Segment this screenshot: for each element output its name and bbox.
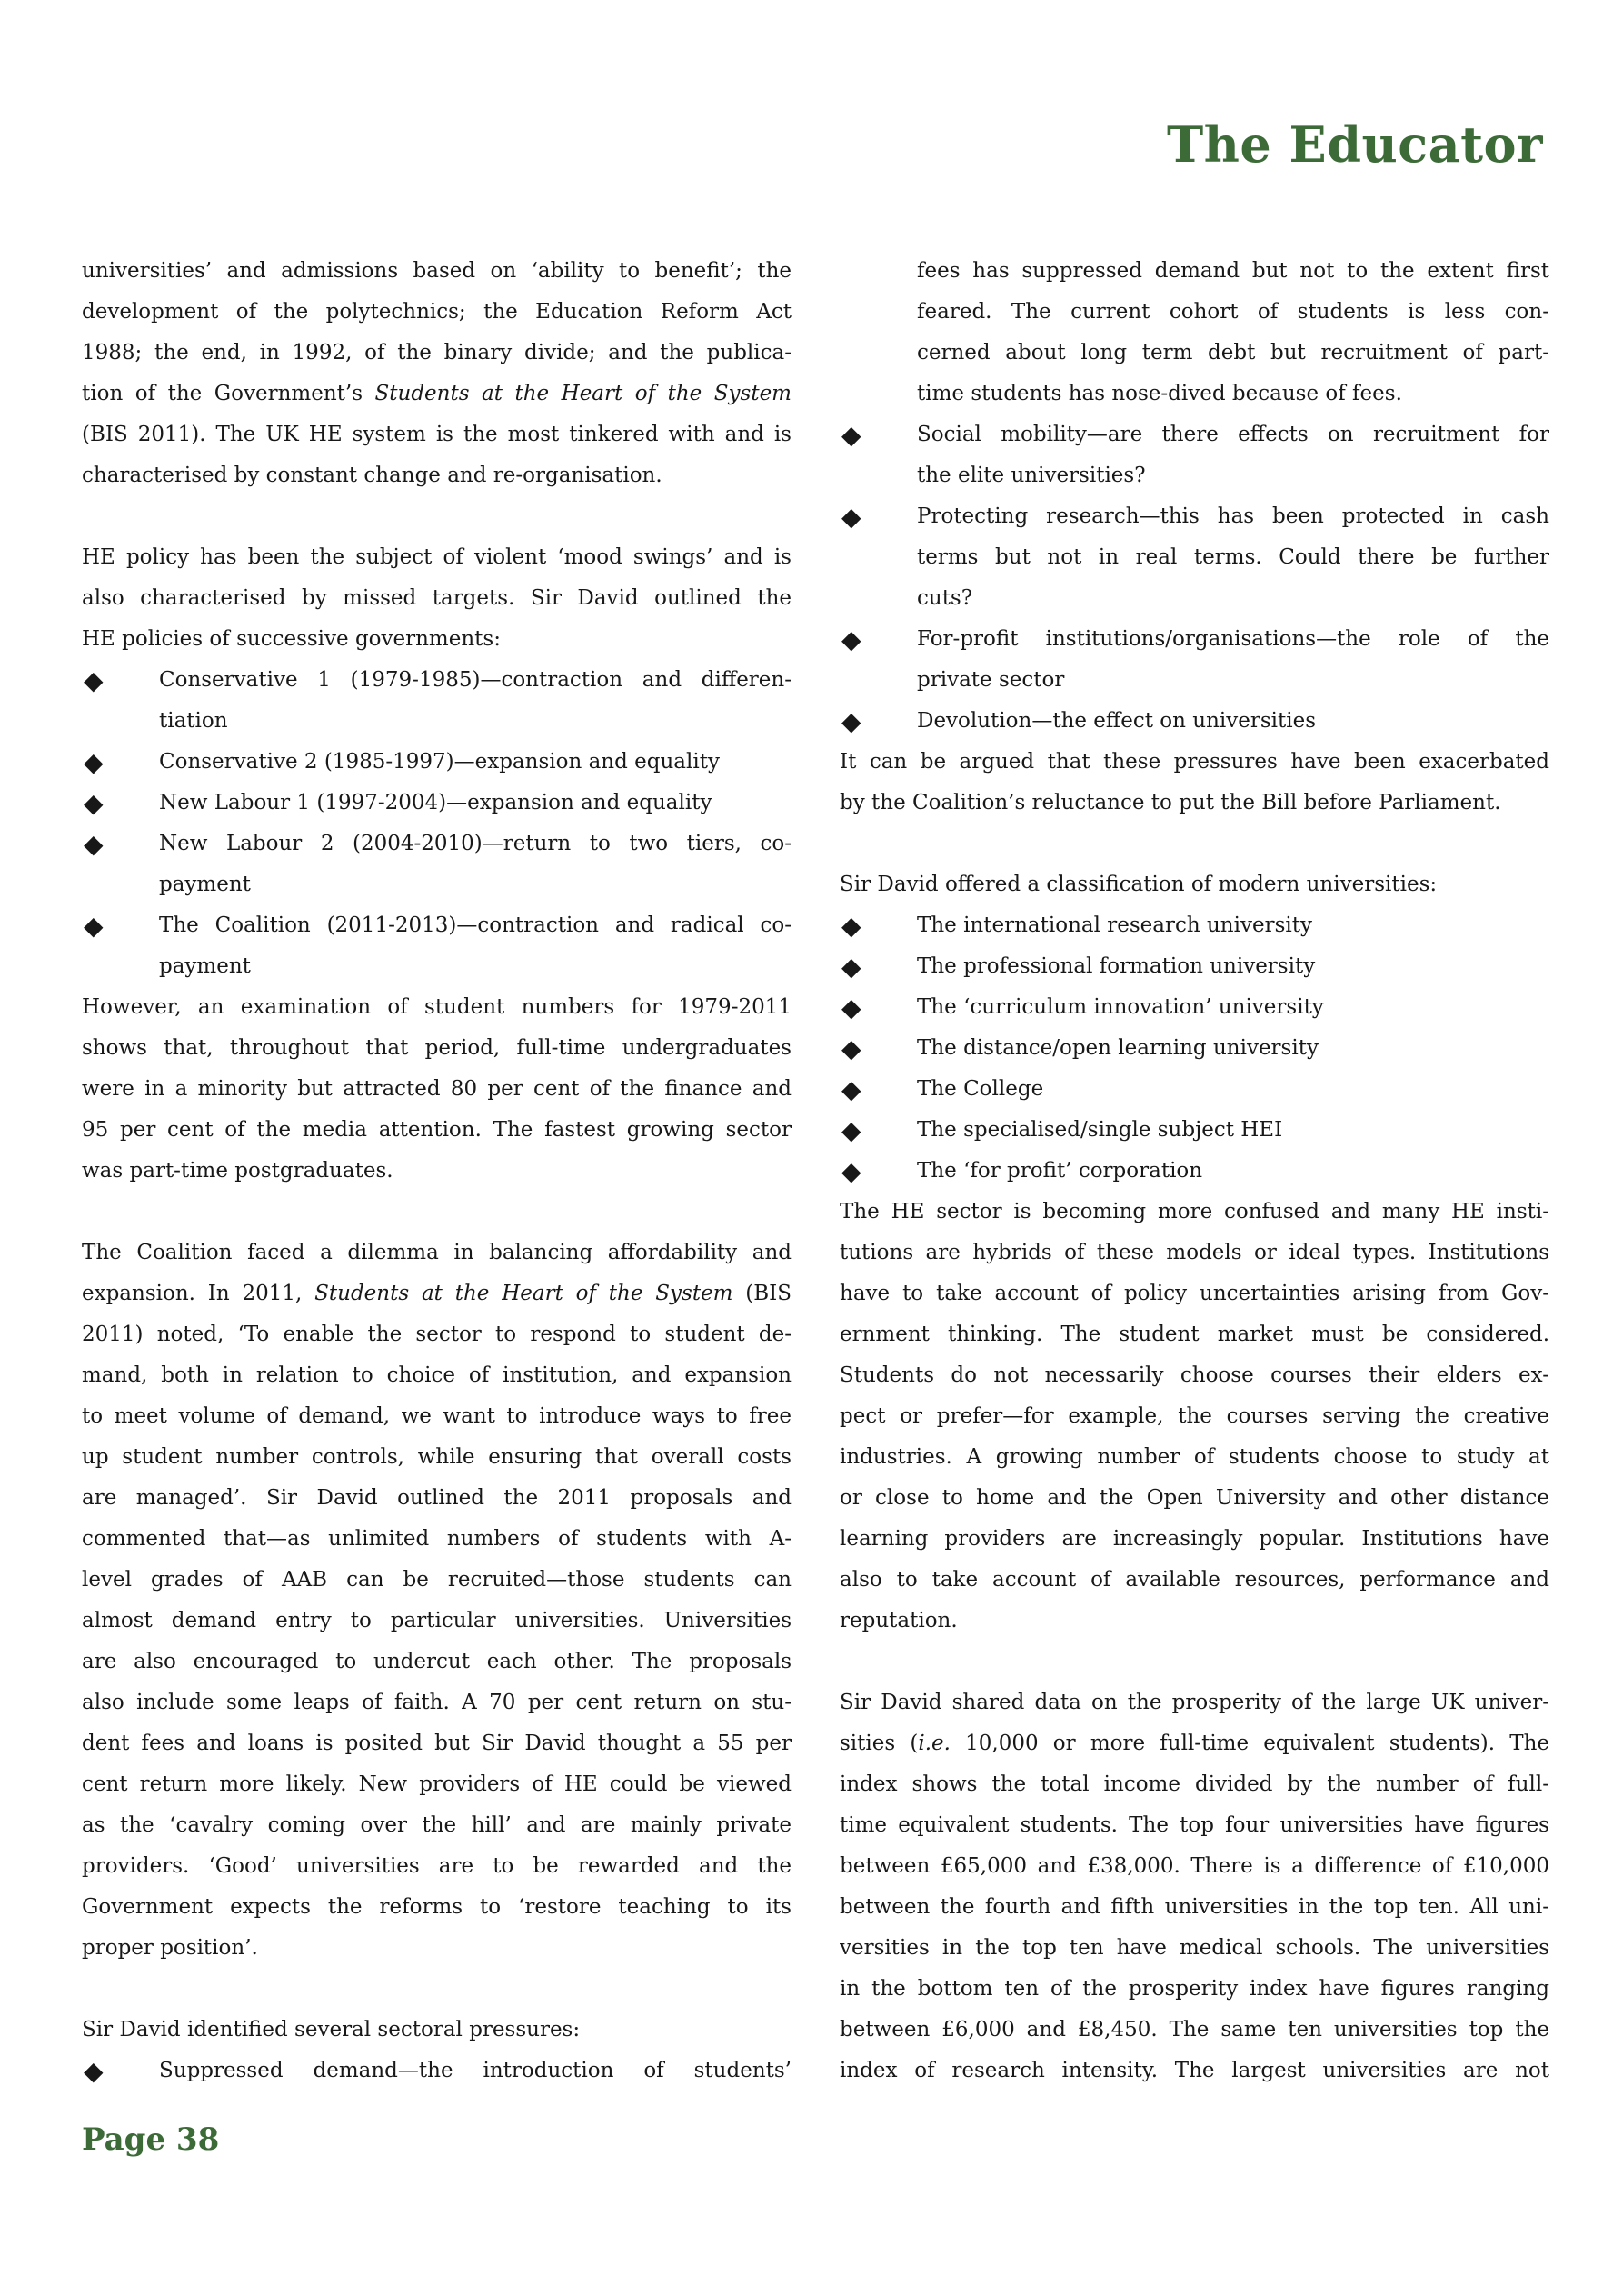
- bullet-text: [917, 701, 1549, 742]
- diamond-bullet-icon: ◆: [841, 1156, 861, 1186]
- text-line: or close to home and the Open University and other distance: [840, 1486, 1549, 1510]
- diamond-bullet-icon: ◆: [841, 706, 861, 736]
- text-line: 1988; the end, in 1992, of the binary divide; and the publica-: [82, 341, 792, 364]
- text-line: The specialised/single subject HEI: [917, 1118, 1283, 1142]
- text-line: mand, both in relation to choice of institution, and expansion: [82, 1363, 792, 1387]
- paragraph: [840, 864, 1549, 905]
- text-line: to meet volume of demand, we want to introduce ways to free: [82, 1404, 792, 1428]
- text-line: reputation.: [840, 1609, 958, 1632]
- diamond-bullet-icon: ◆: [841, 1074, 861, 1104]
- paragraph: [82, 537, 792, 660]
- diamond-bullet-icon: ◆: [841, 911, 861, 941]
- bullet-text: [159, 742, 792, 783]
- text-line: The distance/open learning university: [917, 1036, 1319, 1060]
- text-line: industries. A growing number of students choose to study at: [840, 1445, 1549, 1469]
- text-line: The ‘for profit’ corporation: [917, 1159, 1203, 1183]
- text-line: terms but not in real terms. Could there be further: [917, 545, 1549, 569]
- text-line: The HE sector is becoming more confused and many HE insti-: [840, 1200, 1549, 1223]
- text-line: Devolution—the effect on universities: [917, 709, 1317, 733]
- paragraph: [82, 251, 792, 496]
- bullet-item: [840, 987, 1549, 1028]
- text-line: The College: [917, 1077, 1044, 1101]
- text-line: feared. The current cohort of students is less con-: [917, 300, 1549, 324]
- bullet-text: [159, 824, 792, 905]
- bullet-item: [840, 619, 1549, 701]
- text-line: also to take account of available resources, performance and: [840, 1568, 1549, 1592]
- text-line: The professional formation university: [917, 954, 1316, 978]
- diamond-bullet-icon: ◆: [841, 952, 861, 982]
- text-line: fees has suppressed demand but not to the extent first: [917, 259, 1549, 283]
- bullet-text: [917, 1028, 1549, 1069]
- text-line: Sir David offered a classification of modern universities:: [840, 873, 1438, 896]
- bullet-item: [840, 1151, 1549, 1192]
- text-line: are also encouraged to undercut each other. The proposals: [82, 1650, 792, 1673]
- text-line: cerned about long term debt but recruitment of part-: [917, 341, 1549, 364]
- diamond-bullet-icon: ◆: [841, 420, 861, 450]
- diamond-bullet-icon: ◆: [841, 1033, 861, 1063]
- text-line: ernment thinking. The student market must be considered.: [840, 1323, 1549, 1346]
- text-line: Sir David identified several sectoral pressures:: [82, 2018, 581, 2041]
- bullet-text: [917, 414, 1549, 496]
- text-line: payment: [159, 954, 251, 978]
- paragraph: [840, 1192, 1549, 1642]
- text-line: up student number controls, while ensuring that overall costs: [82, 1445, 792, 1469]
- text-line: Government expects the reforms to ‘restore teaching to its: [82, 1895, 792, 1919]
- paragraph: [840, 742, 1549, 824]
- text-line: in the bottom ten of the prosperity index have figures ranging: [840, 1977, 1549, 2001]
- text-line: Suppressed demand—the introduction of students’: [159, 2059, 792, 2082]
- text-line: between the fourth and fifth universities in the top ten. All uni-: [840, 1895, 1549, 1919]
- bullet-item: [82, 783, 792, 824]
- bullet-text: [159, 660, 792, 742]
- text-line: learning providers are increasingly popular. Institutions have: [840, 1527, 1549, 1551]
- diamond-bullet-icon: ◆: [84, 747, 104, 777]
- text-line: dent fees and loans is posited but Sir David thought a 55 per: [82, 1732, 792, 1755]
- paragraph: [82, 1233, 792, 1969]
- paragraph-gap: [82, 1192, 792, 1233]
- text-line: 2011) noted, ‘To enable the sector to respond to student de-: [82, 1323, 792, 1346]
- bullet-text: [159, 783, 792, 824]
- text-line: 95 per cent of the media attention. The fastest growing sector: [82, 1118, 792, 1142]
- bullet-text: [917, 946, 1549, 987]
- bullet-item: [840, 1028, 1549, 1069]
- text-line: payment: [159, 873, 251, 896]
- diamond-bullet-icon: ◆: [84, 911, 104, 941]
- bullet-item: [840, 905, 1549, 946]
- text-line: The Coalition (2011-2013)—contraction and radical co-: [159, 913, 792, 937]
- bullet-item: [840, 701, 1549, 742]
- bullet-item: [82, 905, 792, 987]
- bullet-text: [917, 987, 1549, 1028]
- text-line: were in a minority but attracted 80 per cent of the finance and: [82, 1077, 792, 1101]
- text-line: index shows the total income divided by the number of full-: [840, 1772, 1549, 1796]
- bullet-text: [917, 1151, 1549, 1192]
- bullet-text: [917, 496, 1549, 619]
- text-line: The international research university: [917, 913, 1312, 937]
- text-line: between £65,000 and £38,000. There is a difference of £10,000: [840, 1854, 1549, 1878]
- text-line: proper position’.: [82, 1936, 258, 1960]
- bullet-item: [82, 742, 792, 783]
- text-line: New Labour 1 (1997-2004)—expansion and equality: [159, 791, 712, 814]
- text-line: cent return more likely. New providers of HE could be viewed: [82, 1772, 792, 1796]
- diamond-bullet-icon: ◆: [84, 2056, 104, 2086]
- diamond-bullet-icon: ◆: [84, 829, 104, 859]
- diamond-bullet-icon: ◆: [841, 624, 861, 654]
- text-line: are managed’. Sir David outlined the 2011 proposals and: [82, 1486, 792, 1510]
- text-line: index of research intensity. The largest universities are not: [840, 2059, 1549, 2082]
- paragraph: [840, 1682, 1549, 2091]
- page-title: The Educator: [1166, 115, 1543, 174]
- diamond-bullet-icon: ◆: [841, 993, 861, 1023]
- text-line: also include some leaps of faith. A 70 per cent return on stu-: [82, 1691, 792, 1714]
- bullet-text: [159, 2051, 792, 2091]
- bullet-item: [82, 2051, 792, 2091]
- text-line: Protecting research—this has been protected in cash: [917, 504, 1549, 528]
- bullet-text: [917, 1110, 1549, 1151]
- bullet-text: [917, 905, 1549, 946]
- text-line: Students do not necessarily choose courses their elders ex-: [840, 1363, 1549, 1387]
- diamond-bullet-icon: ◆: [84, 788, 104, 818]
- bullet-item: [840, 1110, 1549, 1151]
- text-line: versities in the top ten have medical schools. The universities: [840, 1936, 1549, 1960]
- text-line: shows that, throughout that period, full-time undergraduates: [82, 1036, 792, 1060]
- bullet-item: [82, 824, 792, 905]
- text-line: also characterised by missed targets. Sir David outlined the: [82, 586, 792, 610]
- paragraph-gap: [82, 1969, 792, 2010]
- text-line: pect or prefer—for example, the courses serving the creative: [840, 1404, 1549, 1428]
- bullet-item: [840, 946, 1549, 987]
- text-line: Conservative 1 (1979-1985)—contraction and differen-: [159, 668, 792, 692]
- paragraph-gap: [840, 1642, 1549, 1682]
- text-line: expansion. In 2011, Students at the Heart of the System (BIS: [82, 1282, 792, 1305]
- bullet-item: [840, 496, 1549, 619]
- bullet-item: [82, 660, 792, 742]
- paragraph-gap: [840, 824, 1549, 864]
- text-line: commented that—as unlimited numbers of students with A-: [82, 1527, 792, 1551]
- text-line: tiation: [159, 709, 228, 733]
- text-line: by the Coalition’s reluctance to put the Bill before Parliament.: [840, 791, 1501, 814]
- bullet-item: [840, 414, 1549, 496]
- bullet-item: [840, 1069, 1549, 1110]
- text-line: HE policy has been the subject of violent ‘mood swings’ and is: [82, 545, 792, 569]
- bullet-text: [159, 905, 792, 987]
- text-line: (BIS 2011). The UK HE system is the most tinkered with and is: [82, 423, 792, 446]
- text-line: was part-time postgraduates.: [82, 1159, 393, 1183]
- text-line: have to take account of policy uncertainties arising from Gov-: [840, 1282, 1549, 1305]
- bullet-text: [917, 1069, 1549, 1110]
- text-line: level grades of AAB can be recruited—those students can: [82, 1568, 792, 1592]
- text-line: the elite universities?: [917, 464, 1146, 487]
- text-line: New Labour 2 (2004-2010)—return to two tiers, co-: [159, 832, 792, 855]
- text-line: However, an examination of student numbers for 1979-2011: [82, 995, 792, 1019]
- diamond-bullet-icon: ◆: [841, 1115, 861, 1145]
- paragraph-gap: [82, 496, 792, 537]
- diamond-bullet-icon: ◆: [84, 665, 104, 695]
- text-line: providers. ‘Good’ universities are to be rewarded and the: [82, 1854, 792, 1878]
- text-line: almost demand entry to particular universities. Universities: [82, 1609, 792, 1632]
- text-line: time students has nose-dived because of fees.: [917, 382, 1402, 405]
- paragraph: [82, 2010, 792, 2051]
- article-body: [82, 251, 1550, 2091]
- paragraph: [82, 987, 792, 1192]
- bullet-text: [917, 619, 1549, 701]
- text-line: between £6,000 and £8,450. The same ten universities top the: [840, 2018, 1549, 2041]
- bullet-continuation-paragraph: [917, 251, 1549, 414]
- text-line: HE policies of successive governments:: [82, 627, 501, 651]
- text-line: It can be argued that these pressures have been exacerbated: [840, 750, 1549, 774]
- text-line: tion of the Government’s Students at the Heart of the System: [82, 382, 792, 405]
- text-line: characterised by constant change and re-organisation.: [82, 464, 662, 487]
- diamond-bullet-icon: ◆: [841, 502, 861, 532]
- text-line: private sector: [917, 668, 1065, 692]
- text-line: sities (i.e. 10,000 or more full-time equivalent students). The: [840, 1732, 1549, 1755]
- text-line: tutions are hybrids of these models or ideal types. Institutions: [840, 1241, 1549, 1264]
- column-right: [840, 251, 1549, 2091]
- text-line: development of the polytechnics; the Education Reform Act: [82, 300, 792, 324]
- page-number: Page 38: [82, 2121, 220, 2158]
- text-line: For-profit institutions/organisations—the role of the: [917, 627, 1549, 651]
- text-line: Social mobility—are there effects on recruitment for: [917, 423, 1549, 446]
- column-left: [82, 251, 792, 2091]
- text-line: as the ‘cavalry coming over the hill’ and are mainly private: [82, 1813, 792, 1837]
- text-line: universities’ and admissions based on ‘ability to benefit’; the: [82, 259, 792, 283]
- text-line: The ‘curriculum innovation’ university: [917, 995, 1324, 1019]
- text-line: cuts?: [917, 586, 973, 610]
- text-line: Conservative 2 (1985-1997)—expansion and equality: [159, 750, 720, 774]
- text-line: Sir David shared data on the prosperity of the large UK univer-: [840, 1691, 1549, 1714]
- text-line: The Coalition faced a dilemma in balancing affordability and: [82, 1241, 792, 1264]
- text-line: time equivalent students. The top four universities have figures: [840, 1813, 1549, 1837]
